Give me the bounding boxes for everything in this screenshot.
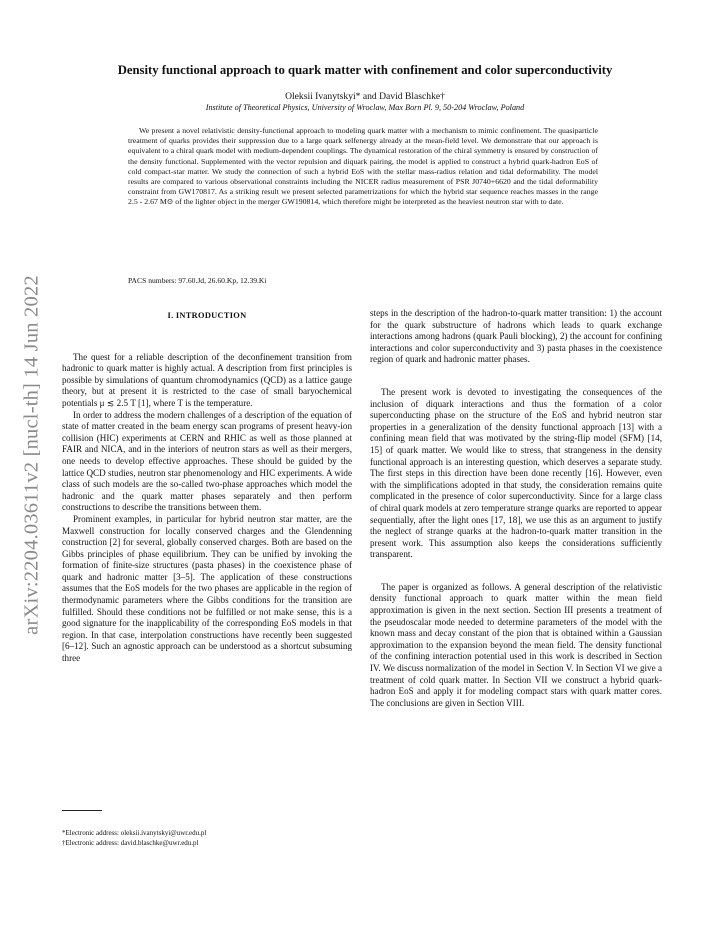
abstract (128, 126, 598, 208)
left-column (62, 310, 352, 665)
footnote-rule (62, 810, 102, 811)
arxiv-identifier-text: arXiv:2204.03611v2 [nucl-th] 14 Jun 2022 (20, 275, 43, 635)
footnote-email-2: †Electronic address: david.blaschke@uwr.edu.pl (62, 838, 199, 847)
intro-paragraph-organization: The paper is organized as follows. A general description of the relativistic density functional approach to quark matter within the mean field approximation is given in the next section. Section III presents a treatment of the pseudoscalar mode needed to determine parameters of the model with the known mass and decay constant of the pion that is obtained within a Gaussian approximation to the expansion beyond the mean field. The density functional of the confining interaction potential used in this work is described in Section IV. We discuss normalization of the model in Section V. In Section VI we give a treatment of cold quark matter. In Section VII we construct a hybrid quark-hadron EoS and apply it for modeling compact stars with quark matter cores. The conclusions are given in Section VIII. (370, 581, 662, 708)
paper-title: Density functional approach to quark matter with confinement and color superconductivity (117, 63, 613, 77)
paper-authors: Oleksii Ivanytskyi* and David Blaschke† (285, 91, 445, 102)
author-affiliation: Institute of Theoretical Physics, University of Wroclaw, Max Born Pl. 9, 50-204 Wroclaw, Poland (205, 103, 525, 112)
arxiv-identifier-stamp (8, 210, 56, 700)
intro-paragraph-2: In order to address the modern challenges of a description of the equation of state of matter created in the beam energy scan programs of present heavy-ion collision (HIC) experiments at CERN and RHIC as well as those planned at FAIR and NICA, and in the interiors of neutron stars as well as their mergers, one needs to develop effective approaches. These should be guided by the lattice QCD studies, neutron star phenomenology and HIC experiments. A wide class of such models are the so-called two-phase approaches which model the hadronic and the quark matter phases separately and then perform constructions to describe the transitions between them. (62, 409, 352, 513)
intro-paragraph-continuation: steps in the description of the hadron-to-quark matter transition: 1) the account for the quark substructure of hadrons which leads to quark exchange interactions among hadrons (quark Pauli blocking), 2) the account for confining interactions and color superconductivity and 3) pasta phases in the coexistence region of quark and hadronic matter phases. (370, 308, 662, 365)
footnote-email-1: *Electronic address: oleksii.ivanytskyi@uwr.edu.pl (62, 829, 207, 837)
footnotes (62, 829, 352, 848)
intro-paragraph-1: The quest for a reliable description of the deconfinement transition from hadronic to quark matter is highly actual. A description from first principles is possible by simulations of quantum chromodynamics (QCD) as a lattice gauge theory, but at present it is restricted to the case of small baryochemical potentials μ ≲ 2.5 T [1], where T is the temperature. (62, 351, 352, 408)
intro-paragraph-3: Prominent examples, in particular for hybrid neutron star matter, are the Maxwell construction for locally conserved charges and the Glendenning construction [2] for several, globally conserved charges. Both are based on the Gibbs principles of phase equilibrium. They can be unified by invoking the formation of finite-size structures (pasta phases) in the coexistence phase of quark and hadronic matter [3–5]. The application of these constructions assumes that the EoS models for the two phases are applicable in the region of thermodynamic parameters where the Gibbs conditions for the transition are fulfilled. Should these conditions not be fulfilled or not make sense, this is a good signature for the inapplicability of the corresponding EoS models in that region. In that case, interpolation constructions have recently been suggested [6–12]. Such an agnostic approach can be understood as a shortcut subsuming three (62, 513, 352, 664)
intro-paragraph-present-work: The present work is devoted to investigating the consequences of the inclusion of diquark interactions and thus the formation of a color superconducting phase on the structure of the EoS and hybrid neutron star properties in a generalization of the density functional approach [13] with a confining mean field that was motivated by the string-flip model (SFM) [14, 15] of quark matter. We would like to stress, that strangeness in the density functional approach is an interesting question, which deserves a separate study. The first steps in this direction have been done recently [16]. However, even with the simplifications adopted in that study, the consideration remains quite complicated in the presence of color superconductivity. Since for a large class of chiral quark models at zero temperature strange quarks are reported to appear sequentially, after the light ones [17, 18], we use this as an argument to justify the neglect of strange quarks at the hadron-to-quark matter transition in the present work. This assumption also keeps the considerations sufficiently transparent. (370, 386, 662, 560)
section-heading-introduction: I. INTRODUCTION (167, 311, 247, 320)
pacs-numbers: PACS numbers: 97.60.Jd, 26.60.Kp, 12.39.Ki (128, 276, 267, 285)
abstract-text: We present a novel relativistic density-functional approach to modeling quark matter with a mechanism to mimic confinement. The quasiparticle treatment of quarks provides their suppression due to a large quark selfenergy already at the mean-field level. We demonstrate that our approach is equivalent to a chiral quark model with medium-dependent couplings. The dynamical restoration of the chiral symmetry is ensured by construction of the density functional. Supplemented with the vector repulsion and diquark pairing, the model is applied to construct a hybrid quark-hadron EoS of cold compact-star matter. We study the connection of such a hybrid EoS with the stellar mass-radius relation and tidal deformability. The model results are compared to various observational constraints including the NICER radius measurement of PSR J0740+6620 and the tidal deformability constraint from GW170817. As a striking result we present selected parametrizations for which the hybrid star sequence reaches masses in the range 2.5 - 2.67 M⊙ of the lighter object in the merger GW190814, which therefore might be interpreted as the heaviest neutron star with to date. (128, 126, 598, 207)
right-column (370, 308, 662, 709)
